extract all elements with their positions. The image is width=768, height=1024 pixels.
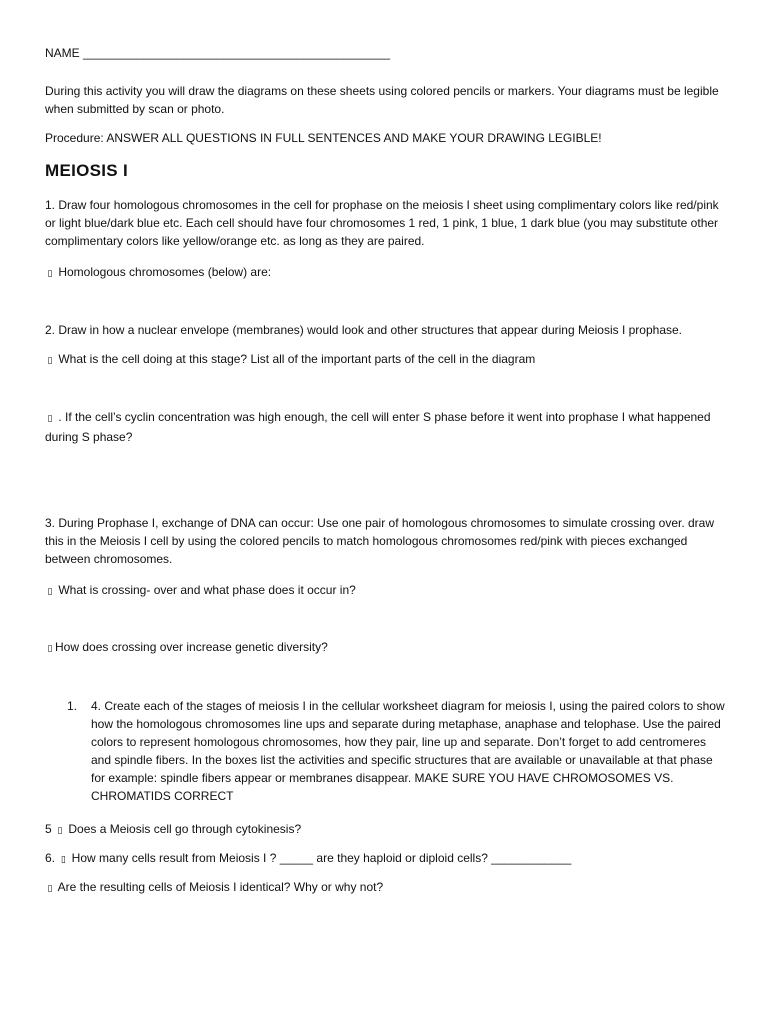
question-5: 5 ▯ Does a Meiosis cell go through cytokinesis? [45, 820, 725, 840]
question-2: 2. Draw in how a nuclear envelope (membranes) would look and other structures that appear during Meiosis I prophase. [45, 323, 683, 337]
checkbox-glyph-icon: ▯ [57, 826, 63, 836]
checkbox-glyph-icon: ▯ [47, 587, 53, 597]
question-2b: ▯ . If the cell’s cyclin concentration was high enough, the cell will enter S phase before it went into prophase I what happened during S phase? [45, 410, 711, 444]
section-title: MEIOSIS I [45, 161, 128, 180]
checkbox-glyph-icon: ▯ [47, 269, 53, 279]
checkbox-glyph-icon: ▯ [47, 884, 53, 894]
question-1: 1. Draw four homologous chromosomes in the cell for prophase on the meiosis I sheet using complimentary colors like red/pink or light blue/dark blue etc. Each cell should have four chromosomes 1 red, 1 pink, 1 blue, 1 dark blue (you may substitute other complimentary colors like yellow/orange etc. as long as they are paired. [45, 198, 719, 248]
question-2a: ▯ What is the cell doing at this stage? List all of the important parts of the cell in the diagram [45, 350, 725, 370]
question-3: 3. During Prophase I, exchange of DNA can occur: Use one pair of homologous chromosomes to simulate crossing over. draw this in the Meiosis I cell by using the colored pencils to match homologous chromosomes red/pink with pieces exchanged between chromosomes. [45, 516, 715, 566]
list-number: 1. [67, 699, 78, 713]
checkbox-glyph-icon: ▯ [47, 644, 53, 654]
question-6: 6. ▯ How many cells result from Meiosis I ? _____ are they haploid or diploid cells? ____________ [45, 849, 725, 869]
question-1a: ▯ Homologous chromosomes (below) are: [45, 263, 725, 283]
activity-instructions: During this activity you will draw the diagrams on these sheets using colored pencils or markers. Your diagrams must be legible when submitted by scan or photo. [45, 84, 719, 116]
question-3a: ▯ What is crossing- over and what phase does it occur in? [45, 581, 725, 601]
checkbox-glyph-icon: ▯ [60, 855, 66, 865]
question-4-text: 4. Create each of the stages of meiosis I in the cellular worksheet diagram for meiosis I, using the paired colors to show how the homologous chromosomes line ups and separate during metaphase, anaphase and telophase. Use the paired colors to represent homologous chromosomes, how they pair, line up and separate. Don’t forget to add centromeres and spindle fibers. In the boxes list the activities and specific structures that are available or unavailable at that phase for example: spindle fibers appear or membranes disappear. MAKE SURE YOU HAVE CHROMOSOMES VS. CHROMATIDS CORRECT [91, 699, 725, 803]
checkbox-glyph-icon: ▯ [47, 414, 53, 424]
name-field-line[interactable]: NAME ______________________________________________ [45, 46, 390, 60]
question-3b: ▯ How does crossing over increase genetic diversity? [45, 638, 725, 658]
question-6a: ▯ Are the resulting cells of Meiosis I identical? Why or why not? [45, 878, 725, 898]
checkbox-glyph-icon: ▯ [47, 356, 53, 366]
procedure-text: Procedure: ANSWER ALL QUESTIONS IN FULL SENTENCES AND MAKE YOUR DRAWING LEGIBLE! [45, 131, 602, 145]
